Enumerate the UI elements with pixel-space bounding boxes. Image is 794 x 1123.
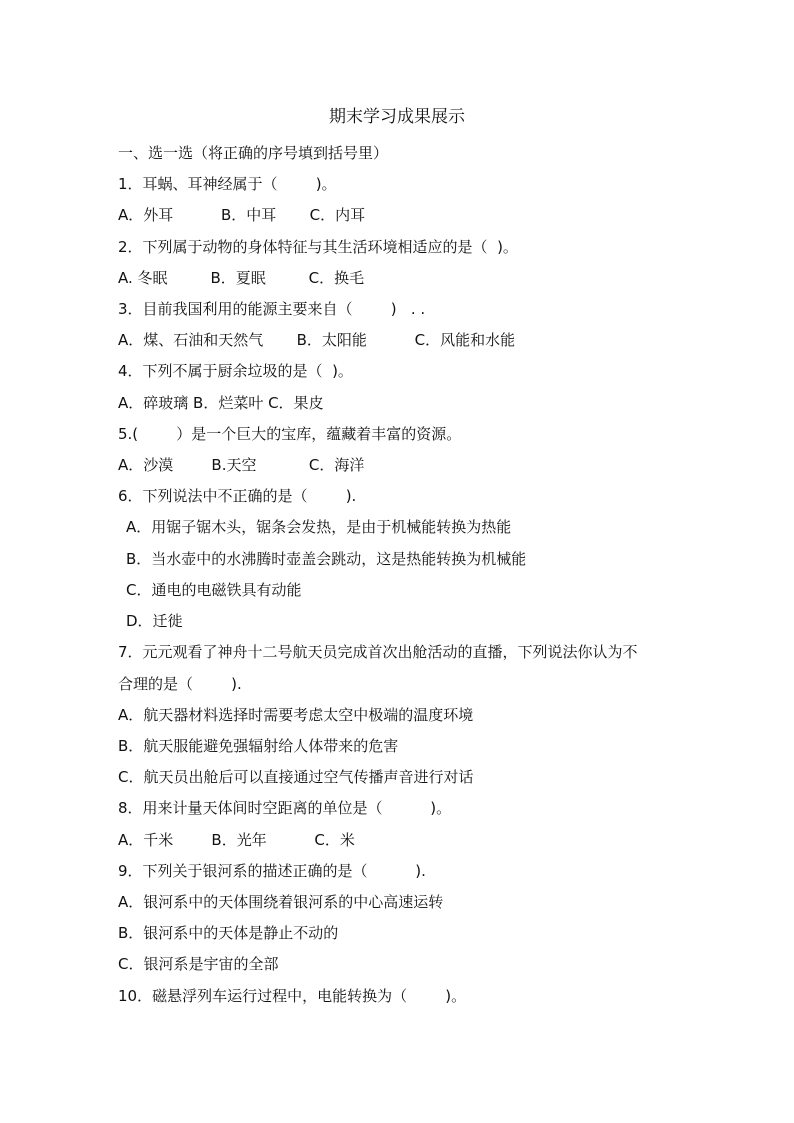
question-1-options: A．外耳 B．中耳 C．内耳 [118, 206, 366, 224]
question-6-option-b: B．当水壶中的水沸腾时壶盖会跳动，这是热能转换为机械能 [126, 550, 527, 568]
question-9-option-a: A．银河系中的天体围绕着银河系的中心高速运转 [118, 893, 444, 911]
question-1: 1．耳蜗、耳神经属于（ )。 [118, 175, 337, 193]
question-4: 4．下列不属于厨余垃圾的是（ )。 [118, 362, 353, 380]
question-7-option-c: C．航天员出舱后可以直接通过空气传播声音进行对话 [118, 768, 474, 786]
question-9-option-b: B．银河系中的天体是静止不动的 [118, 924, 339, 942]
question-5: 5.( ）是一个巨大的宝库，蕴藏着丰富的资源。 [118, 425, 462, 443]
question-8-options: A．千米 B．光年 C．米 [118, 831, 355, 849]
section-heading: 一、选一选（将正确的序号填到括号里） [118, 144, 389, 162]
question-2-options: A. 冬眠 B．夏眠 C．换毛 [118, 269, 365, 287]
page-title: 期末学习成果展示 [329, 107, 465, 127]
question-3-options: A．煤、石油和天然气 B．太阳能 C．风能和水能 [118, 331, 516, 349]
question-6: 6．下列说法中不正确的是（ ). [118, 487, 357, 505]
question-7-option-b: B．航天服能避免强辐射给人体带来的危害 [118, 737, 399, 755]
question-7: 7．元元观看了神舟十二号航天员完成首次出舱活动的直播，下列说法你认为不 [118, 643, 638, 661]
question-6-option-d: D．迁徙 [126, 612, 183, 630]
question-10: 10．磁悬浮列车运行过程中，电能转换为（ )。 [118, 987, 467, 1005]
question-3: 3．目前我国利用的能源主要来自（ ) . . [118, 300, 426, 318]
question-6-option-c: C．通电的电磁铁具有动能 [126, 581, 302, 599]
question-9: 9．下列关于银河系的描述正确的是（ ). [118, 862, 426, 880]
question-7-option-a: A．航天器材料选择时需要考虑太空中极端的温度环境 [118, 706, 474, 724]
question-4-options: A．碎玻璃 B．烂菜叶 C．果皮 [118, 394, 324, 412]
question-8: 8．用来计量天体间时空距离的单位是（ )。 [118, 799, 452, 817]
question-2: 2．下列属于动物的身体特征与其生活环境相适应的是（ )。 [118, 238, 518, 256]
question-9-option-c: C．银河系是宇宙的全部 [118, 955, 279, 973]
question-7-continued: 合理的是（ ). [118, 675, 242, 693]
question-5-options: A．沙漠 B.天空 C．海洋 [118, 456, 365, 474]
question-6-option-a: A．用锯子锯木头，锯条会发热，是由于机械能转换为热能 [126, 518, 512, 536]
